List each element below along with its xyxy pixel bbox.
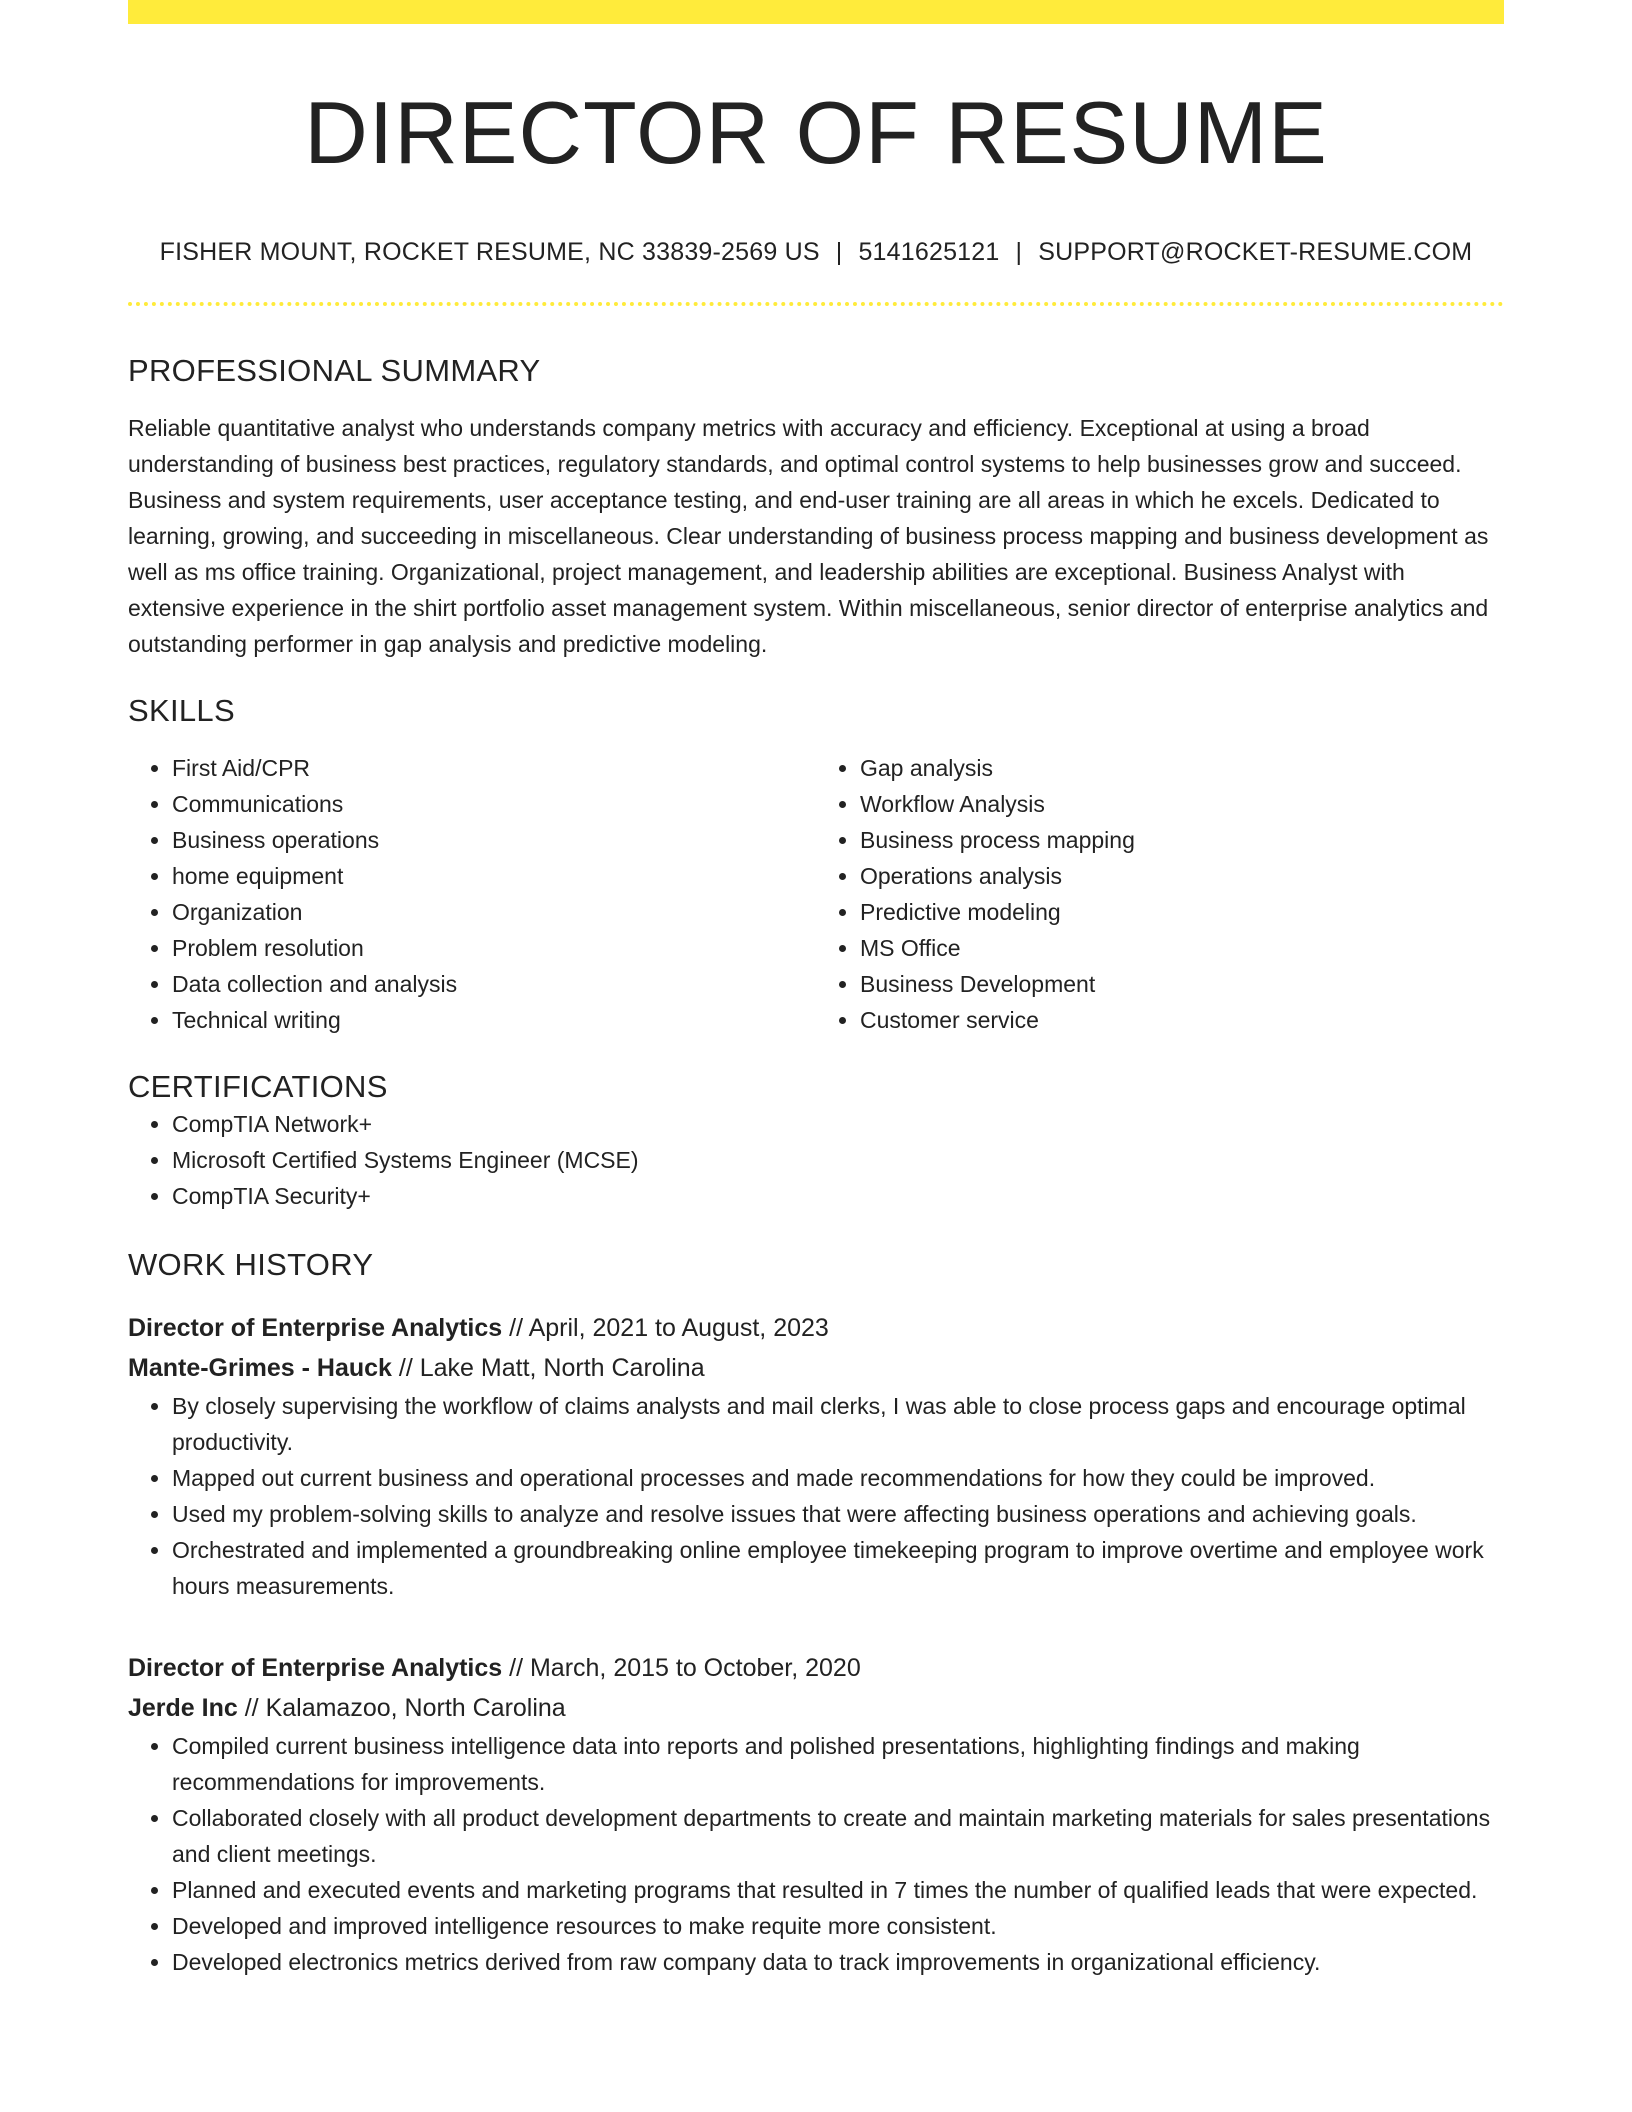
contact-address: FISHER MOUNT, ROCKET RESUME, NC 33839-2569 US — [159, 238, 820, 266]
certification-item: • CompTIA Security+ — [172, 1178, 1504, 1214]
contact-separator: | — [835, 238, 843, 266]
job-bullet: • Planned and executed events and marketing programs that resulted in 7 times the number of qualified leads that were expected. — [172, 1872, 1504, 1908]
skill-item: • home equipment — [172, 858, 816, 894]
contact-separator: | — [1015, 238, 1023, 266]
job-dates: // April, 2021 to August, 2023 — [502, 1314, 829, 1342]
skills-list-right — [816, 750, 1504, 1038]
resume-name: DIRECTOR OF RESUME — [304, 83, 1328, 182]
contact-line — [128, 236, 1504, 268]
job-bullet: • Developed electronics metrics derived from raw company data to track improvements in organizational efficiency. — [172, 1944, 1504, 1980]
job-entry — [128, 1648, 1504, 1980]
job-bullet: • Used my problem-solving skills to analyze and resolve issues that were affecting business operations and achieving goals. — [172, 1496, 1504, 1532]
skill-item: • Data collection and analysis — [172, 966, 816, 1002]
skill-item: • Gap analysis — [860, 750, 1504, 786]
job-role: Director of Enterprise Analytics — [128, 1654, 503, 1682]
job-company-line — [128, 1348, 1504, 1388]
job-bullets — [128, 1728, 1504, 1980]
resume-page — [128, 0, 1504, 1980]
job-bullet: • By closely supervising the workflow of claims analysts and mail clerks, I was able to close process gaps and encourage optimal productivity. — [172, 1388, 1504, 1460]
skill-item: • Operations analysis — [860, 858, 1504, 894]
job-bullet: • Developed and improved intelligence resources to make requite more consistent. — [172, 1908, 1504, 1944]
job-role: Director of Enterprise Analytics — [128, 1314, 503, 1342]
skill-item: • MS Office — [860, 930, 1504, 966]
dotted-divider — [128, 302, 1504, 306]
skill-item: • Communications — [172, 786, 816, 822]
certification-item: • CompTIA Network+ — [172, 1106, 1504, 1142]
skill-item: • Predictive modeling — [860, 894, 1504, 930]
job-entry — [128, 1308, 1504, 1604]
skill-item: • Workflow Analysis — [860, 786, 1504, 822]
contact-phone: 5141625121 — [858, 238, 1000, 266]
job-company-line — [128, 1688, 1504, 1728]
skill-item: • Customer service — [860, 1002, 1504, 1038]
job-bullets — [128, 1388, 1504, 1604]
job-bullet: • Orchestrated and implemented a groundbreaking online employee timekeeping program to improve overtime and employee work hours measurements. — [172, 1532, 1504, 1604]
skills-grid — [128, 750, 1504, 1038]
summary-heading: PROFESSIONAL SUMMARY — [128, 353, 541, 388]
job-company: Jerde Inc — [128, 1694, 238, 1722]
skill-item: • Business process mapping — [860, 822, 1504, 858]
skills-list-left — [128, 750, 816, 1038]
work-history-heading: WORK HISTORY — [128, 1247, 374, 1282]
certifications-heading: CERTIFICATIONS — [128, 1069, 388, 1104]
skill-item: • Problem resolution — [172, 930, 816, 966]
contact-email: SUPPORT@ROCKET-RESUME.COM — [1038, 238, 1473, 266]
skill-item: • Organization — [172, 894, 816, 930]
job-title-line — [128, 1308, 1504, 1348]
job-location: // Lake Matt, North Carolina — [391, 1354, 705, 1382]
accent-top-bar — [128, 0, 1504, 24]
skill-item: • First Aid/CPR — [172, 750, 816, 786]
skill-item: • Business operations — [172, 822, 816, 858]
job-company: Mante-Grimes - Hauck — [128, 1354, 392, 1382]
job-dates: // March, 2015 to October, 2020 — [502, 1654, 861, 1682]
skill-item: • Business Development — [860, 966, 1504, 1002]
summary-text: Reliable quantitative analyst who understands company metrics with accuracy and efficiency. Exceptional at using a broad understanding of business best practices, regulatory standards, and optimal control systems to help businesses grow and succeed. Business and system requirements, user acceptance testing, and end-user training are all areas in which he excels. Dedicated to learning, growing, and succeeding in miscellaneous. Clear understanding of business process mapping and business development as well as ms office training. Organizational, project management, and leadership abilities are exceptional. Business Analyst with extensive experience in the shirt portfolio asset management system. Within miscellaneous, senior director of enterprise analytics and outstanding performer in gap analysis and predictive modeling. — [128, 415, 1489, 657]
job-title-line — [128, 1648, 1504, 1688]
skills-heading: SKILLS — [128, 693, 235, 728]
job-location: // Kalamazoo, North Carolina — [237, 1694, 566, 1722]
job-bullet: • Collaborated closely with all product development departments to create and maintain marketing materials for sales presentations and client meetings. — [172, 1800, 1504, 1872]
skill-item: • Technical writing — [172, 1002, 816, 1038]
certification-item: • Microsoft Certified Systems Engineer (MCSE) — [172, 1142, 1504, 1178]
job-bullet: • Compiled current business intelligence data into reports and polished presentations, highlighting findings and making recommendations for improvements. — [172, 1728, 1504, 1800]
job-bullet: • Mapped out current business and operational processes and made recommendations for how they could be improved. — [172, 1460, 1504, 1496]
certifications-list — [128, 1106, 1504, 1214]
